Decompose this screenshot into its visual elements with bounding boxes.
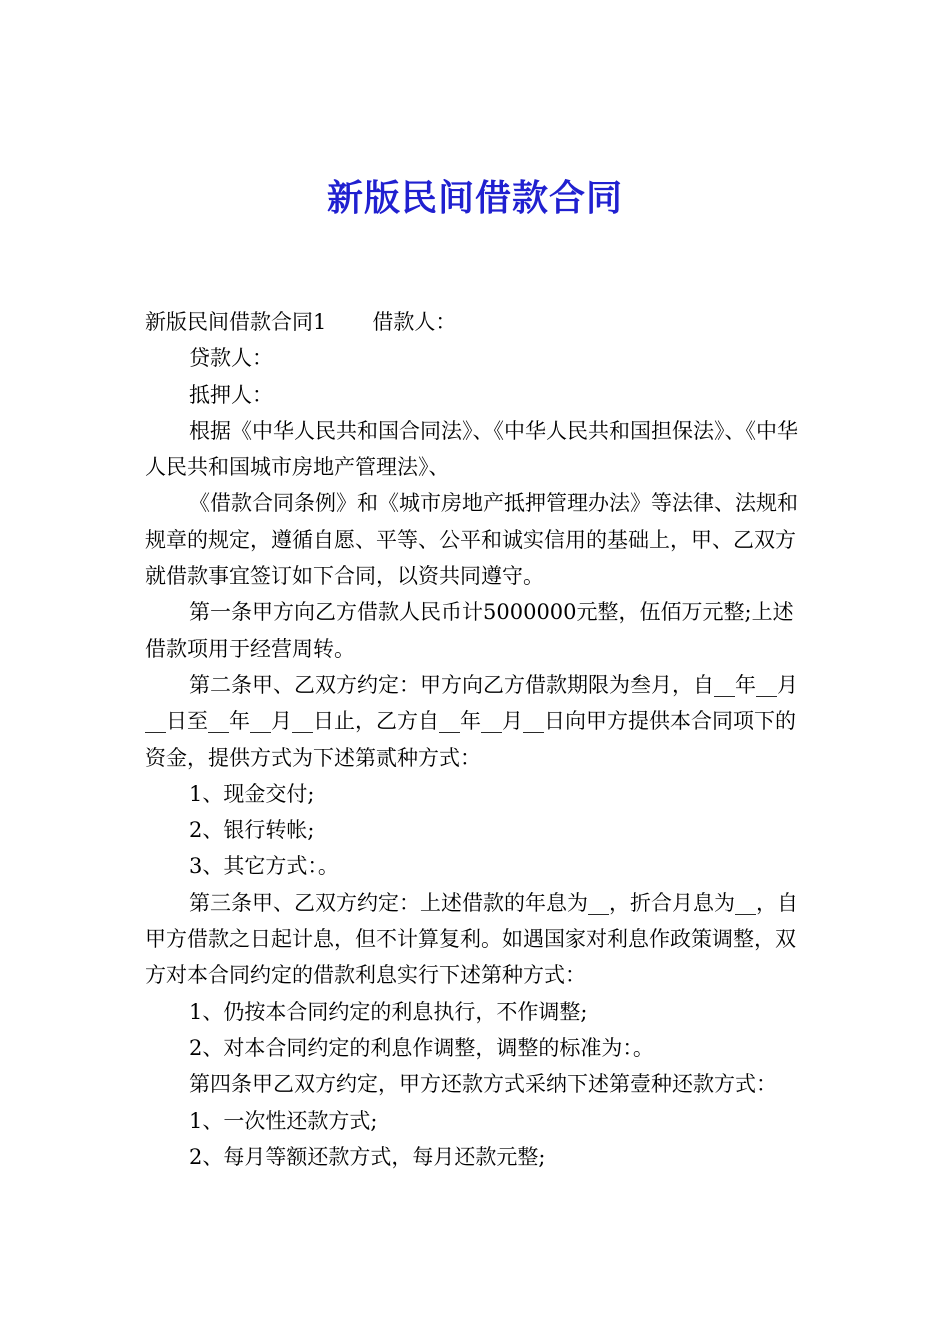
paragraph: 贷款人： [189,346,273,371]
paragraph: 根据《中华人民共和国合同法》、《中华人民共和国担保法》、《中华人民共和国城市房地产管理法》、 [145,418,798,480]
contract-label: 新版民间借款合同1 [145,310,327,334]
borrower-label: 借款人： [372,310,457,334]
list-item: 3、其它方式：。 [189,854,339,879]
list-item: 2、银行转帐; [189,818,315,843]
paragraph: 第一条甲方向乙方借款人民币计5000000元整，伍佰万元整;上述借款项用于经营周转。 [145,600,794,661]
list-item: 1、一次性还款方式; [189,1108,378,1133]
paragraph: 抵押人： [189,382,273,407]
list-item: 1、仍按本合同约定的利息执行，不作调整; [189,999,588,1024]
paragraph: 第四条甲乙双方约定，甲方还款方式采纳下述第壹种还款方式： [189,1072,777,1097]
document-title: 新版民间借款合同 [326,178,623,219]
heading-line [145,304,810,340]
list-item: 2、每月等额还款方式，每月还款元整; [189,1144,546,1169]
paragraph: 第二条甲、乙双方约定：甲方向乙方借款期限为叁月，自__年__月__日至__年__月__日止，乙方自__年__月__日向甲方提供本合同项下的资金，提供方式为下述第贰种方式： [145,672,798,770]
list-item: 2、对本合同约定的利息作调整，调整的标准为：。 [189,1035,654,1060]
list-item: 1、现金交付; [189,781,315,806]
paragraph: 《借款合同条例》和《城市房地产抵押管理办法》等法律、法规和规章的规定，遵循自愿、平等、公平和诚实信用的基础上，甲、乙双方就借款事宜签订如下合同，以资共同遵守。 [145,491,798,589]
document-body [145,304,810,1175]
paragraph: 第三条甲、乙双方约定：上述借款的年息为__，折合月息为__，自甲方借款之日起计息，但不计算复利。如遇国家对利息作政策调整，双方对本合同约定的借款利息实行下述第种方式： [145,890,798,988]
